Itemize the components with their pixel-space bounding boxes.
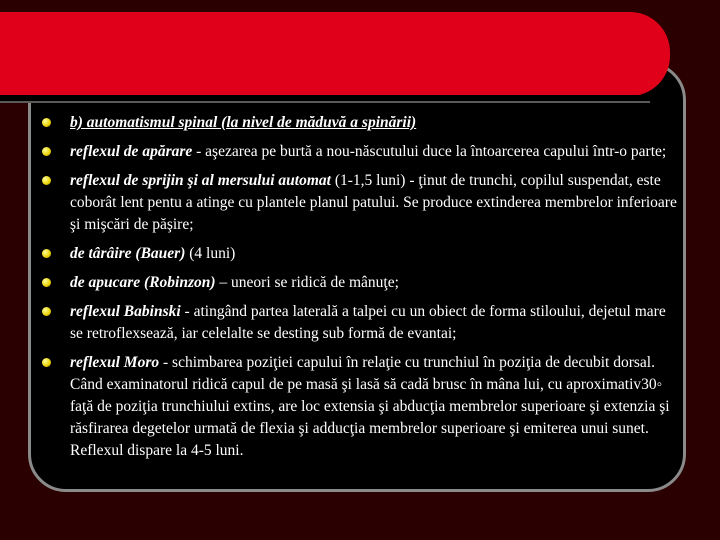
reflex-description: - schimbarea poziţiei capului în relaţie cu trunchiul în poziţia de decubit dorsal. Când examinatorul ridică capul de pe masă şi lasă să cadă brusc în mâna lui, cu aproximativ30◦ faţă de poziţia trunchiului extins, are loc extensia şi abducţia membrelor superioare şi extenzia şi răsfirarea degetelor urmată de flexia şi adducţia membrelor superioare şi emiterea unui sunet. Reflexul dispare la 4-5 luni. <box>70 354 670 459</box>
reflex-term: reflexul Babinski <box>70 303 181 320</box>
reflex-term: de târâire (Bauer) <box>70 245 186 262</box>
reflex-term: reflexul de apărare <box>70 143 193 160</box>
list-item-reflexul-de-aparare <box>42 141 682 163</box>
bullet-icon <box>42 176 51 185</box>
reflex-term: de apucare (Robinzon) <box>70 274 216 291</box>
bullet-icon <box>42 147 51 156</box>
list-item-de-taraire <box>42 243 682 265</box>
reflex-term: reflexul de sprijin şi al mersului automat <box>70 172 331 189</box>
reflex-description: (1-1,5 luni) - ţinut de trunchi, copilul suspendat, este coborât lent pentu a atinge cu plantele planul patului. Se produce extinderea membrelor inferioare şi mişcări de păşire; <box>70 172 677 233</box>
list-item-reflexul-moro <box>42 352 682 462</box>
list-item-reflexul-de-sprijin <box>42 170 682 236</box>
slide-content <box>42 112 682 469</box>
section-heading: b) automatismul spinal (la nivel de măduvă a spinării) <box>70 114 417 131</box>
bullet-icon <box>42 249 51 258</box>
bullet-icon <box>42 278 51 287</box>
reflex-description: (4 luni) <box>185 245 236 262</box>
list-item-de-apucare <box>42 272 682 294</box>
title-banner <box>0 12 670 96</box>
reflex-description: – uneori se ridică de mânuţe; <box>215 274 399 291</box>
bullet-icon <box>42 358 51 367</box>
banner-divider-shadow <box>0 101 650 103</box>
bullet-icon <box>42 307 51 316</box>
bullet-icon <box>42 118 51 127</box>
reflex-description: - atingând partea laterală a talpei cu un obiect de forma stiloului, dejetul mare se retroflexsează, iar celelalte se desting sub formă de evantai; <box>70 303 666 342</box>
reflex-description: - aşezarea pe burtă a nou-născutului duce la întoarcerea capului într-o parte; <box>192 143 667 160</box>
bullet-list <box>42 112 682 462</box>
list-item-automatismul-spinal <box>42 112 682 134</box>
reflex-term: reflexul Moro <box>70 354 160 371</box>
list-item-reflexul-babinski <box>42 301 682 345</box>
